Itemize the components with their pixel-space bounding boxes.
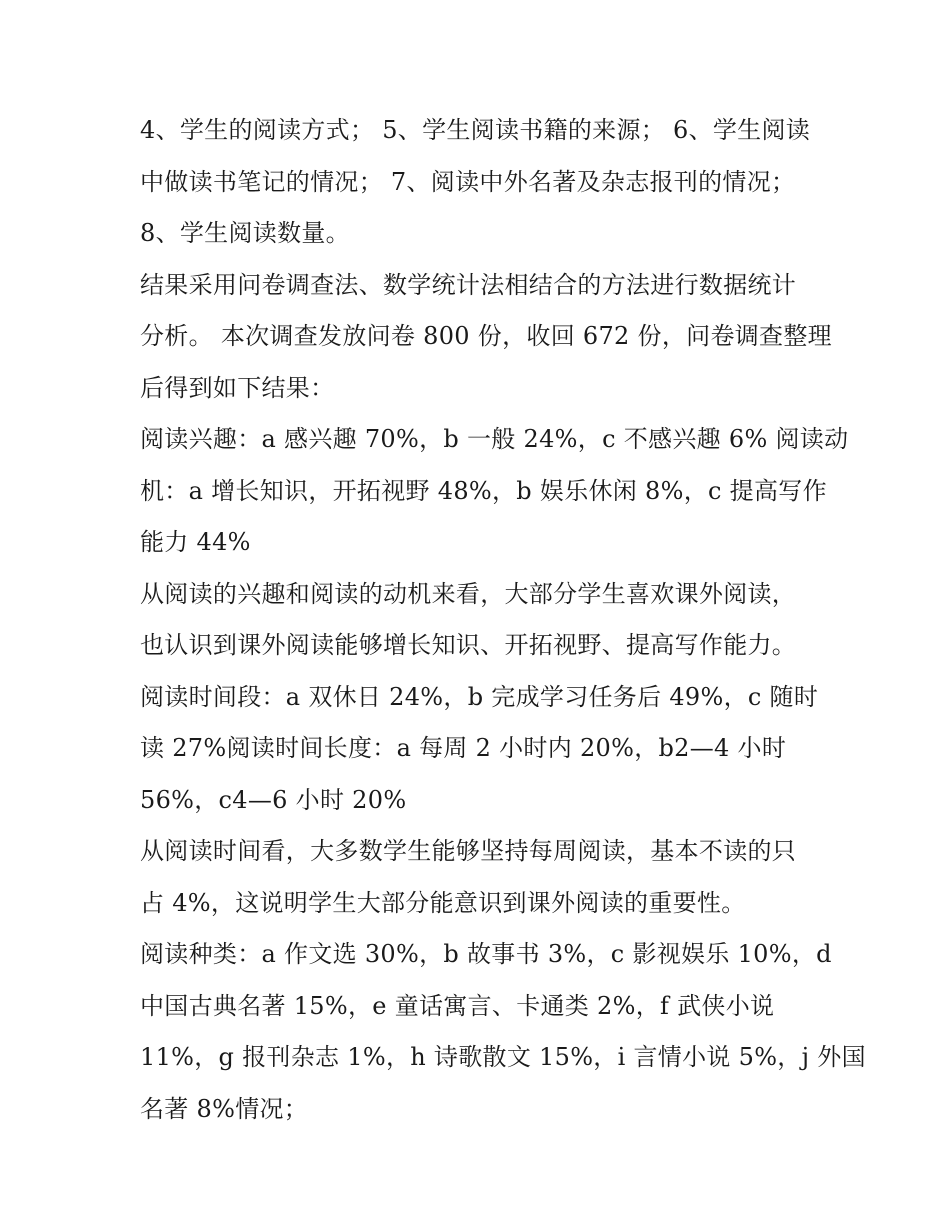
text-line: 后得到如下结果：	[140, 373, 335, 402]
text-line: 名著 8%情况；	[140, 1094, 309, 1123]
text-line: 阅读种类：a 作文选 30%，b 故事书 3%，c 影视娱乐 10%，d	[140, 940, 832, 968]
text-line: 结果采用问卷调查法、数学统计法相结合的方法进行数据统计	[140, 270, 797, 299]
text-line: 能力 44%	[140, 528, 251, 556]
text-line: 中做读书笔记的情况； 7、阅读中外名著及杂志报刊的情况；	[140, 167, 796, 196]
text-line: 4、学生的阅读方式； 5、学生阅读书籍的来源； 6、学生阅读	[140, 116, 811, 144]
text-line: 从阅读时间看，大多数学生能够坚持每周阅读，基本不读的只	[140, 837, 797, 865]
text-line: 占 4%，这说明学生大部分能意识到课外阅读的重要性。	[140, 888, 746, 917]
text-line: 8、学生阅读数量。	[140, 219, 350, 247]
text-line: 读 27%阅读时间长度：a 每周 2 小时内 20%，b2—4 小时	[140, 734, 787, 762]
text-line: 中国古典名著 15%，e 童话寓言、卡通类 2%，f 武侠小说	[140, 991, 775, 1020]
text-line: 11%，g 报刊杂志 1%，h 诗歌散文 15%，i 言情小说 5%，j 外国	[140, 1043, 866, 1071]
text-line: 机：a 增长知识，开拓视野 48%，b 娱乐休闲 8%，c 提高写作	[140, 476, 827, 505]
text-line: 也认识到课外阅读能够增长知识、开拓视野、提高写作能力。	[140, 631, 797, 659]
text-line: 阅读兴趣：a 感兴趣 70%，b 一般 24%，c 不感兴趣 6% 阅读动	[140, 425, 849, 453]
text-line: 分析。 本次调查发放问卷 800 份，收回 672 份，问卷调查整理	[140, 322, 832, 350]
text-line: 56%，c4—6 小时 20%	[140, 785, 407, 814]
body-text	[140, 108, 866, 1138]
text-line: 从阅读的兴趣和阅读的动机来看，大部分学生喜欢课外阅读，	[140, 579, 797, 608]
text-line: 阅读时间段：a 双休日 24%，b 完成学习任务后 49%，c 随时	[140, 682, 819, 711]
